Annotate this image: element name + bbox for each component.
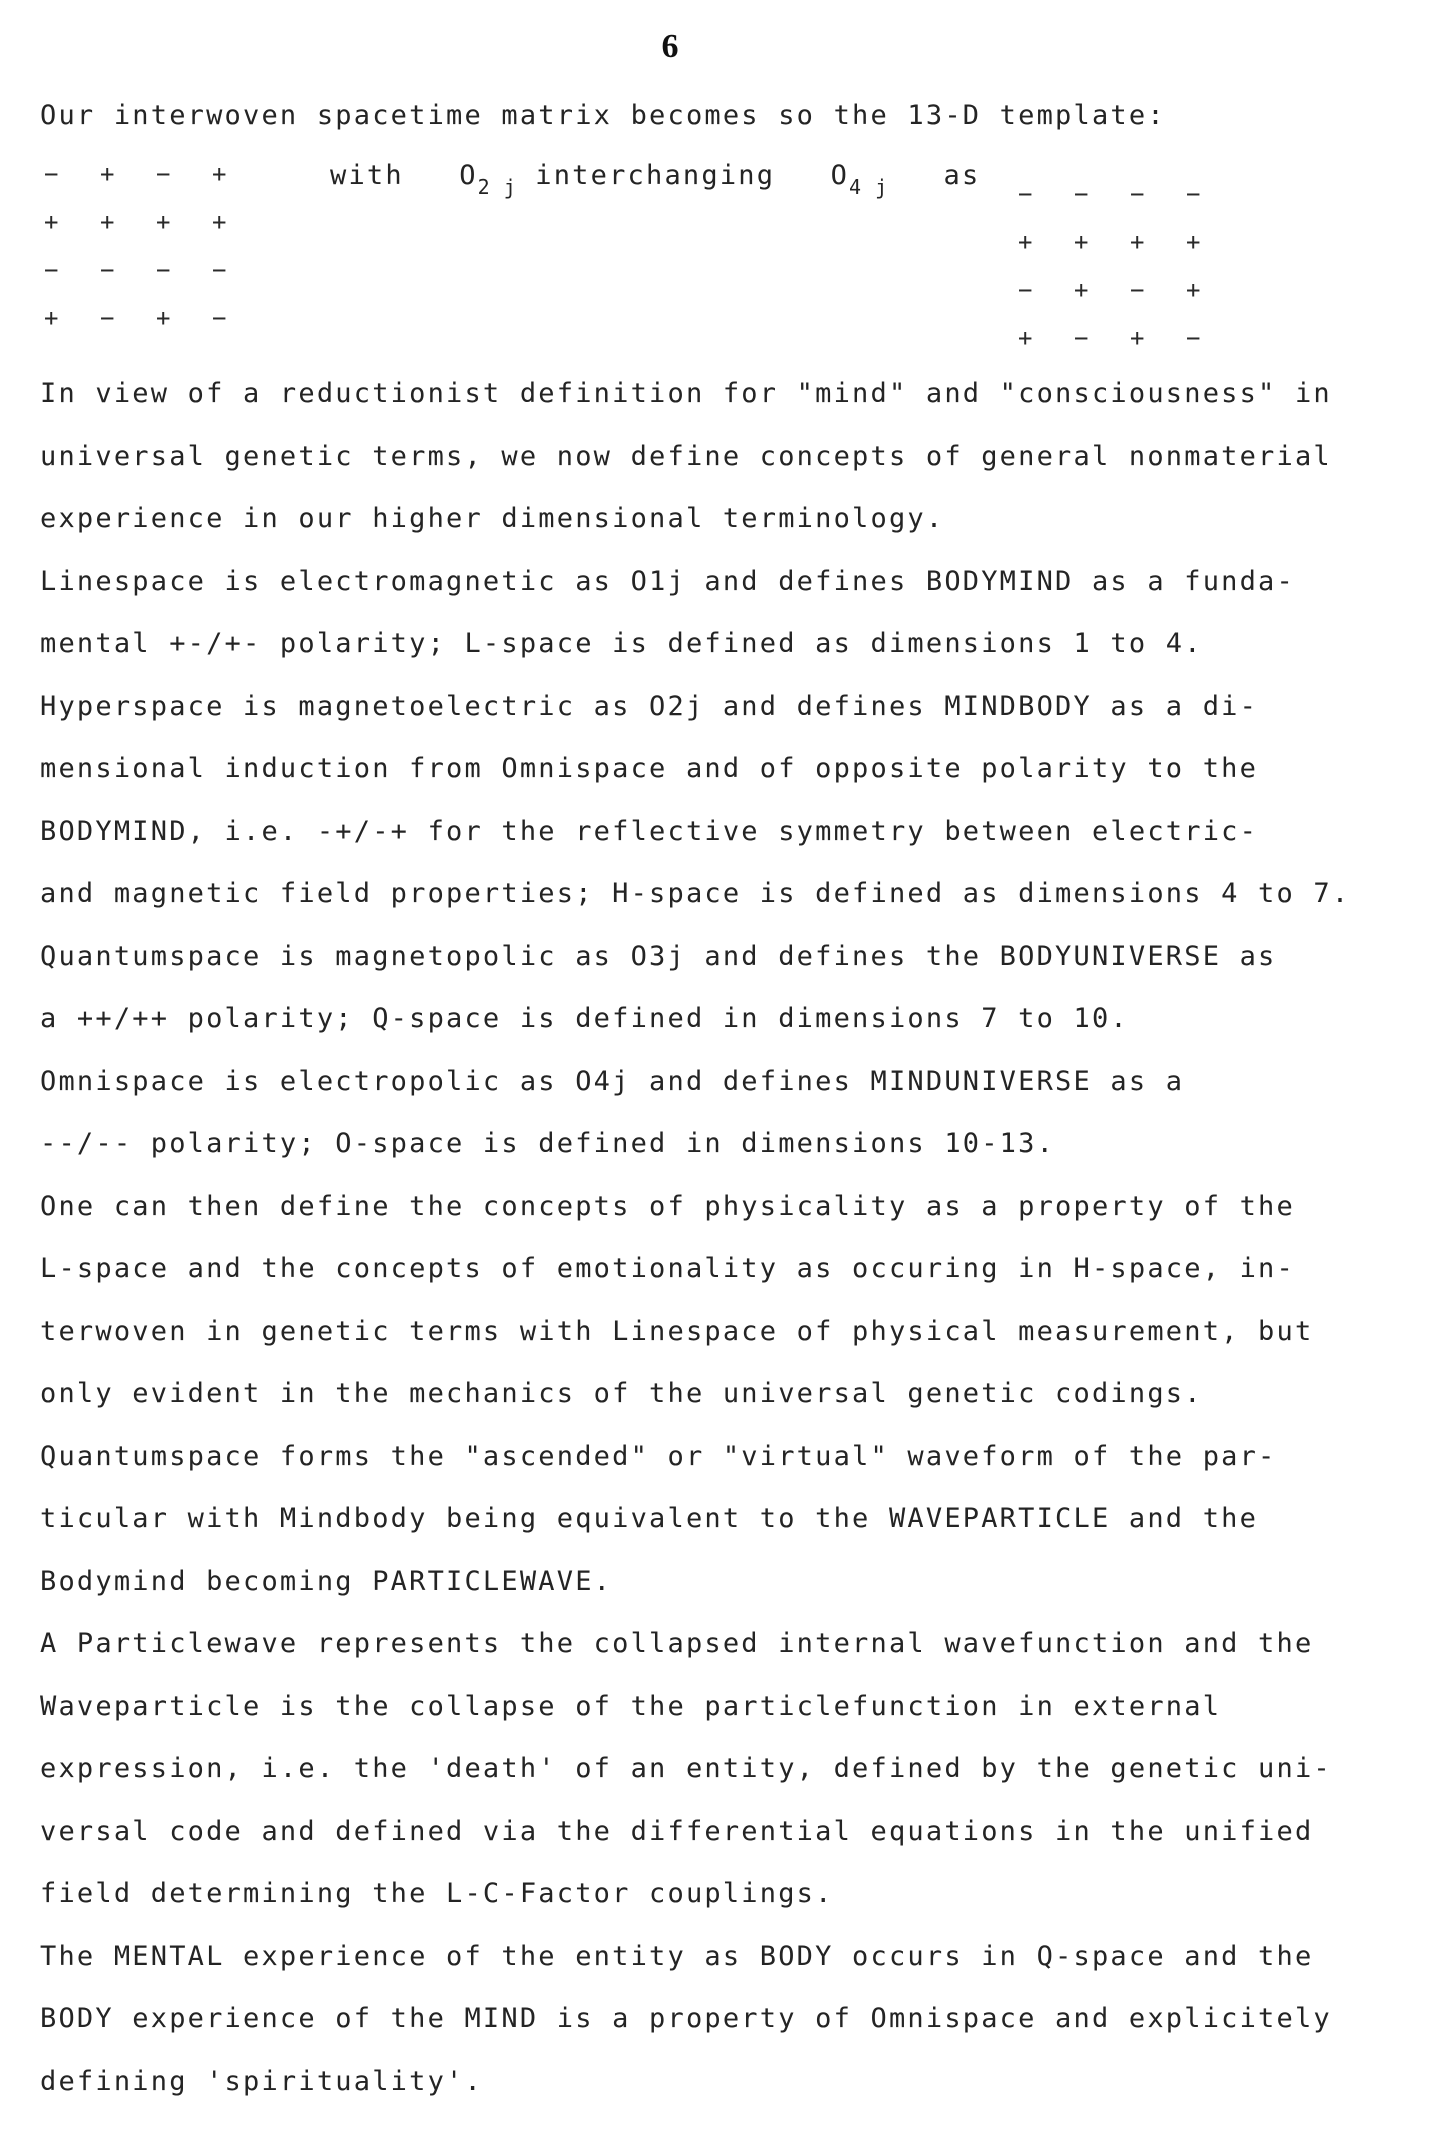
- right-matrix-cell: +: [1130, 324, 1145, 352]
- text-line: BODYMIND, i.e. -+/-+ for the reflective symmetry between electric-: [40, 816, 1259, 847]
- right-matrix-cell: +: [1018, 228, 1033, 256]
- right-matrix-cell: −: [1186, 324, 1201, 352]
- text-line: expression, i.e. the 'death' of an entity, defined by the genetic uni-: [40, 1753, 1332, 1784]
- left-matrix-cell: −: [100, 256, 115, 284]
- text-line: defining 'spirituality'.: [40, 2066, 483, 2097]
- right-matrix-cell: −: [1074, 324, 1089, 352]
- text-line: One can then define the concepts of physicality as a property of the: [40, 1191, 1295, 1222]
- text-line: In view of a reductionist definition for "mind" and "consciousness" in: [40, 378, 1332, 409]
- right-matrix-cell: −: [1074, 180, 1089, 208]
- right-matrix-cell: +: [1130, 228, 1145, 256]
- left-matrix-cell: −: [156, 160, 171, 188]
- with-word: with: [330, 160, 404, 191]
- right-matrix-cell: −: [1130, 180, 1145, 208]
- template-relation: [330, 160, 980, 199]
- text-line: versal code and defined via the differential equations in the unified: [40, 1816, 1314, 1847]
- text-line: Omnispace is electropolic as O4j and defines MINDUNIVERSE as a: [40, 1066, 1185, 1097]
- right-matrix-cell: −: [1186, 180, 1201, 208]
- left-sign-matrix: [44, 160, 268, 352]
- text-line: L-space and the concepts of emotionality as occuring in H-space, in-: [40, 1253, 1295, 1284]
- left-matrix-cell: +: [212, 160, 227, 188]
- text-line: only evident in the mechanics of the universal genetic codings.: [40, 1378, 1203, 1409]
- o4j-subscript: 4 j: [849, 175, 889, 199]
- text-line: The MENTAL experience of the entity as BODY occurs in Q-space and the: [40, 1941, 1314, 1972]
- intro-line: Our interwoven spacetime matrix becomes so the 13-D template:: [40, 100, 1166, 131]
- text-line: Quantumspace forms the "ascended" or "virtual" waveform of the par-: [40, 1441, 1277, 1472]
- text-line: BODY experience of the MIND is a property of Omnispace and explicitely: [40, 2003, 1332, 2034]
- left-matrix-cell: +: [44, 208, 59, 236]
- left-matrix-cell: +: [156, 304, 171, 332]
- text-line: experience in our higher dimensional terminology.: [40, 503, 945, 534]
- right-matrix-cell: −: [1130, 276, 1145, 304]
- text-line: Quantumspace is magnetopolic as O3j and defines the BODYUNIVERSE as: [40, 941, 1277, 972]
- left-matrix-cell: +: [44, 304, 59, 332]
- text-line: Waveparticle is the collapse of the particlefunction in external: [40, 1691, 1222, 1722]
- left-matrix-cell: +: [100, 160, 115, 188]
- right-matrix-cell: +: [1074, 276, 1089, 304]
- right-matrix-cell: −: [1018, 180, 1033, 208]
- text-line: A Particlewave represents the collapsed internal wavefunction and the: [40, 1628, 1314, 1659]
- left-matrix-cell: −: [212, 256, 227, 284]
- right-matrix-cell: +: [1186, 276, 1201, 304]
- left-matrix-cell: +: [156, 208, 171, 236]
- text-line: mental +-/+- polarity; L-space is defined as dimensions 1 to 4.: [40, 628, 1203, 659]
- left-matrix-cell: −: [44, 256, 59, 284]
- left-matrix-cell: −: [100, 304, 115, 332]
- o4j-symbol: O: [830, 160, 850, 191]
- o2j-subscript: 2 j: [477, 175, 517, 199]
- right-matrix-cell: +: [1018, 324, 1033, 352]
- text-line: Linespace is electromagnetic as O1j and defines BODYMIND as a funda-: [40, 566, 1295, 597]
- text-line: Bodymind becoming PARTICLEWAVE.: [40, 1566, 613, 1597]
- left-matrix-cell: +: [100, 208, 115, 236]
- left-matrix-cell: −: [44, 160, 59, 188]
- text-line: universal genetic terms, we now define concepts of general nonmaterial: [40, 441, 1332, 472]
- text-line: mensional induction from Omnispace and of opposite polarity to the: [40, 753, 1259, 784]
- as-word: as: [943, 160, 981, 191]
- o2j-symbol: O: [459, 160, 478, 191]
- text-line: and magnetic field properties; H-space is defined as dimensions 4 to 7.: [40, 878, 1351, 909]
- text-line: terwoven in genetic terms with Linespace of physical measurement, but: [40, 1316, 1314, 1347]
- right-matrix-cell: −: [1018, 276, 1033, 304]
- right-matrix-cell: +: [1074, 228, 1089, 256]
- text-line: a ++/++ polarity; Q-space is defined in dimensions 7 to 10.: [40, 1003, 1129, 1034]
- text-line: field determining the L-C-Factor couplings.: [40, 1878, 834, 1909]
- page-number: 6: [661, 28, 679, 65]
- right-matrix-cell: +: [1186, 228, 1201, 256]
- left-matrix-cell: −: [156, 256, 171, 284]
- text-line: ticular with Mindbody being equivalent to the WAVEPARTICLE and the: [40, 1503, 1259, 1534]
- text-line: Hyperspace is magnetoelectric as O2j and defines MINDBODY as a di-: [40, 691, 1259, 722]
- left-matrix-cell: −: [212, 304, 227, 332]
- text-line: --/-- polarity; O-space is defined in dimensions 10-13.: [40, 1128, 1056, 1159]
- interchanging-word: interchanging: [535, 160, 776, 191]
- left-matrix-cell: +: [212, 208, 227, 236]
- right-sign-matrix: [1018, 180, 1242, 372]
